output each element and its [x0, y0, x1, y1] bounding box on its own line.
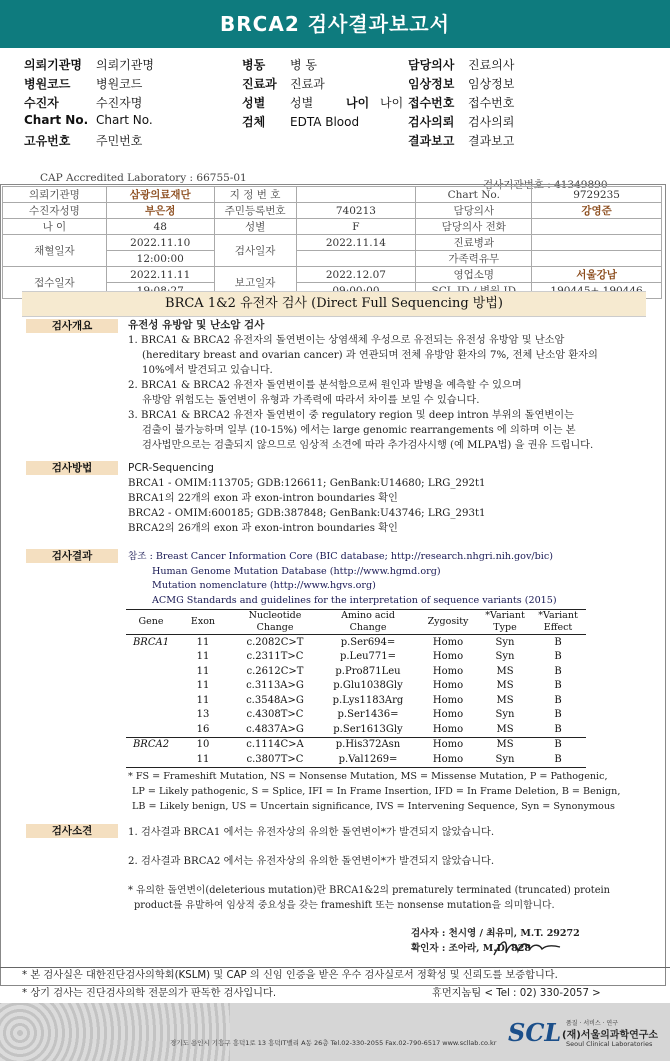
variant-row: [126, 722, 586, 737]
finding-label: 검사소견: [26, 824, 118, 838]
variant-cell: 11: [196, 665, 210, 677]
info-label: 영업소명: [416, 267, 532, 283]
variant-cell: p.Lys1183Arg: [332, 694, 404, 706]
variant-cell: MS: [496, 665, 514, 677]
header-label: 나이: [346, 96, 370, 110]
method-line: PCR-Sequencing: [128, 462, 214, 474]
variant-cell: Syn: [480, 752, 530, 767]
variant-cell: [126, 679, 176, 694]
variant-cell: B: [554, 636, 562, 648]
overview-line: 3. BRCA1 & BRCA2 유전자 돌연변이 중 regulatory region 및 deep intron 부위의 돌연변이는: [128, 410, 574, 421]
variant-row: [126, 664, 586, 679]
abbreviation-line: LB = Likely benign, US = Uncertain significance, IVS = Intervening Sequence, Syn = Synonymous: [132, 801, 615, 812]
method-line: BRCA1의 22개의 exon 과 exon-intron boundaries 확인: [128, 493, 398, 504]
info-value: 2022.11.10: [106, 235, 214, 251]
confirmer: 확인자 : 조아라, M.D. 828: [411, 943, 531, 954]
method-label: 검사방법: [26, 461, 118, 475]
variant-cell: p.Ser694=: [340, 636, 396, 648]
patient-info-table: [2, 186, 662, 299]
variant-cell: Homo: [432, 694, 464, 706]
contact-info: 휴먼지놈팀 < Tel : 02) 330-2057 >: [432, 988, 601, 999]
variant-cell: c.1114C>A: [230, 737, 320, 752]
variant-cell: Homo: [416, 737, 480, 752]
variant-column-header: Amino acid Change: [320, 610, 416, 635]
report-title: BRCA2 검사결과보고서: [0, 0, 670, 48]
header-col-2: [242, 56, 412, 132]
info-label: 의뢰기관명: [3, 187, 107, 203]
variant-row: [126, 650, 586, 665]
info-label: 검사일자: [214, 235, 296, 267]
overview-label: 검사개요: [26, 319, 118, 333]
info-label: 담당의사: [416, 203, 532, 219]
variant-row: [126, 752, 586, 767]
variant-cell: [126, 708, 176, 723]
header-label: 진료과: [242, 77, 277, 91]
variant-cell: p.Pro871Leu: [335, 665, 401, 677]
variant-cell: MS: [496, 694, 514, 706]
header-label: 검체: [242, 115, 266, 129]
info-value: 9729235: [532, 187, 662, 203]
finding-line: 1. 검사결과 BRCA1 에서는 유전자상의 유의한 돌연변이*가 발견되지 않았습니다.: [128, 827, 495, 838]
variant-cell: B: [554, 680, 562, 692]
scl-logo: SCL: [508, 1018, 562, 1047]
info-value: 서울강남: [532, 267, 662, 283]
variant-row: [126, 737, 586, 752]
info-label: 수진자성명: [3, 203, 107, 219]
info-label: 주민등록번호: [214, 203, 296, 219]
info-value: 48: [106, 219, 214, 235]
variant-row: [126, 679, 586, 694]
variant-cell: 11: [196, 636, 210, 648]
variant-cell: B: [554, 709, 562, 721]
info-value: [296, 251, 416, 267]
header-label: Chart No.: [24, 113, 89, 127]
variant-cell: 11: [176, 752, 230, 767]
variant-cell: Syn: [495, 651, 515, 663]
footer-pattern: [0, 1003, 230, 1061]
variant-cell: MS: [496, 723, 514, 735]
info-value: [532, 219, 662, 235]
info-label: 진료병과: [416, 235, 532, 251]
info-value: 740213: [296, 203, 416, 219]
info-value: [296, 187, 416, 203]
overview-line: 10%에서 발견되고 있습니다.: [142, 365, 273, 376]
variant-cell: Homo: [432, 636, 464, 648]
section-title: BRCA 1&2 유전자 검사 (Direct Full Sequencing 방법): [22, 291, 646, 317]
header-value: 나이: [380, 96, 404, 110]
variant-cell: [126, 693, 176, 708]
variant-column-header: Zygosity: [416, 610, 480, 635]
finding-line: 2. 검사결과 BRCA2 에서는 유전자상의 유의한 돌연변이*가 발견되지 않았습니다.: [128, 856, 495, 867]
variant-cell: c.4837A>G: [246, 723, 304, 735]
variant-cell: B: [530, 752, 586, 767]
header-label: 병원코드: [24, 77, 71, 91]
abbreviation-line: * FS = Frameshift Mutation, NS = Nonsense Mutation, MS = Missense Mutation, P = Pathogenic,: [128, 771, 608, 782]
signature-icon: [490, 933, 568, 961]
variant-row: [126, 708, 586, 723]
info-label: 성별: [214, 219, 296, 235]
variant-cell: Homo: [432, 651, 464, 663]
variant-cell: p.Val1269=: [320, 752, 416, 767]
info-value: [532, 235, 662, 251]
info-value: F: [296, 219, 416, 235]
variant-cell: [126, 722, 176, 737]
variant-cell: p.Glu1038Gly: [333, 680, 403, 692]
org-name: (재)서울의과학연구소: [562, 1030, 659, 1041]
info-label: 보고일자: [214, 267, 296, 299]
info-value: 2022.11.11: [106, 267, 214, 283]
institution-number: 검사기관번호 : 41349890: [483, 179, 608, 191]
variant-cell: [126, 650, 176, 665]
header-col-3: [408, 56, 608, 151]
header-value: 접수번호: [468, 96, 515, 110]
header-value: 병 동: [290, 58, 317, 72]
variant-cell: MS: [480, 737, 530, 752]
variant-cell: Homo: [432, 665, 464, 677]
variant-cell: c.2311T>C: [246, 651, 304, 663]
overview-line: 2. BRCA1 & BRCA2 유전자 돌연변이를 분석함으로써 원인과 발병을 예측할 수 있으며: [128, 380, 522, 391]
variant-cell: Homo: [432, 709, 464, 721]
header-value: 의뢰기관명: [96, 58, 154, 72]
overview-line: 검출이 불가능하며 일부 (10-15%) 에서는 large genomic rearrangements 에 의하며 이는 본: [142, 425, 576, 436]
variant-cell: BRCA2: [126, 737, 176, 752]
header-value: 진료의사: [468, 58, 515, 72]
variant-column-header: Gene: [126, 610, 176, 635]
overview-heading: 유전성 유방암 및 난소암 검사: [128, 319, 265, 331]
method-line: BRCA2의 26개의 exon 과 exon-intron boundaries 확인: [128, 523, 398, 534]
variant-cell: Homo: [432, 680, 464, 692]
interpretation-note: * 상기 검사는 진단검사의학 전문의가 판독한 검사입니다.: [22, 988, 277, 999]
info-label: 채혈일자: [3, 235, 107, 267]
abbreviation-line: LP = Likely pathogenic, S = Splice, IFI = In Frame Insertion, IFD = In Frame Deletion, B = Benign,: [132, 786, 621, 797]
header-value: 수진자명: [96, 96, 143, 110]
finding-note: * 유의한 돌연변이(deleterious mutation)란 BRCA1&2의 prematurely terminated (truncated) protein: [128, 885, 610, 896]
header-label: 성별: [242, 96, 266, 110]
header-label: 수진자: [24, 96, 59, 110]
overview-line: 유방암 위험도는 돌연변이 유형과 가족력에 따라서 차이를 보일 수 있습니다.: [142, 395, 480, 406]
variant-cell: B: [554, 651, 562, 663]
info-value: [532, 251, 662, 267]
variant-cell: 16: [196, 723, 210, 735]
header-label: 병동: [242, 58, 266, 72]
variant-column-header: *Variant Effect: [530, 610, 586, 635]
variant-row: [126, 635, 586, 650]
variant-cell: Syn: [495, 636, 515, 648]
variant-cell: Homo: [432, 723, 464, 735]
org-motto: 품질 · 서비스 · 연구: [566, 1020, 619, 1027]
reference-list: [128, 550, 658, 608]
variant-cell: BRCA1: [132, 636, 170, 648]
header-value: 검사의뢰: [468, 115, 515, 129]
header-label: 검사의뢰: [408, 115, 455, 129]
info-value: 2022.12.07: [296, 267, 416, 283]
header-value: 임상정보: [468, 77, 515, 91]
variant-cell: B: [530, 737, 586, 752]
header-label: 임상정보: [408, 77, 455, 91]
overview-line: 검사법만으로는 검출되지 않으므로 임상적 소견에 따라 추가검사시행 (예 MLPA법) 을 권유 드립니다.: [142, 440, 594, 451]
info-label: 지 정 번 호: [214, 187, 296, 203]
variant-cell: B: [554, 723, 562, 735]
info-label: 담당의사 전화: [416, 219, 532, 235]
certification-note: * 본 검사실은 대한진단검사의학회(KSLM) 및 CAP 의 신임 인증을 받은 우수 검사실로서 정확성 및 신뢰도를 보증합니다.: [22, 970, 558, 981]
variant-cell: c.3807T>C: [230, 752, 320, 767]
overview-line: 1. BRCA1 & BRCA2 유전자의 돌연변이는 상염색체 우성으로 유전되는 유전성 유방암 및 난소암: [128, 335, 565, 346]
variant-cell: c.3113A>G: [246, 680, 304, 692]
method-line: BRCA1 - OMIM:113705; GDB:126611; GenBank:U14680; LRG_292t1: [128, 478, 486, 489]
header-label: 담당의사: [408, 58, 455, 72]
finding-note: product를 유발하여 임상적 중요성을 갖는 frameshift 또는 nonsense mutation을 의미합니다.: [134, 900, 555, 911]
header-value: Chart No.: [96, 113, 153, 127]
variant-cell: c.4308T>C: [246, 709, 304, 721]
variant-cell: p.Ser1436=: [337, 709, 399, 721]
variant-table: [126, 609, 586, 768]
header-value: 진료과: [290, 77, 325, 91]
header-label: 결과보고: [408, 134, 455, 148]
variant-cell: [126, 664, 176, 679]
reference-line: Human Genome Mutation Database (http://www.hgmd.org): [152, 565, 441, 577]
variant-cell: 11: [196, 680, 210, 692]
method-line: BRCA2 - OMIM:600185; GDB:387848; GenBank:U43746; LRG_293t1: [128, 508, 486, 519]
cap-accreditation: CAP Accredited Laboratory : 66755-01: [40, 172, 247, 184]
abbreviation-notes: [128, 769, 658, 814]
info-label: 가족력유무: [416, 251, 532, 267]
variant-cell: p.Leu771=: [339, 651, 397, 663]
overview-text: [128, 318, 648, 453]
variant-cell: 10: [176, 737, 230, 752]
variant-cell: 13: [196, 709, 210, 721]
reference-line: Mutation nomenclature (http://www.hgvs.org): [152, 580, 376, 591]
variant-cell: 11: [196, 651, 210, 663]
variant-cell: p.Ser1613Gly: [333, 723, 403, 735]
variant-cell: B: [554, 694, 562, 706]
info-label: 나 이: [3, 219, 107, 235]
variant-cell: MS: [496, 680, 514, 692]
reference-line: 참조 : Breast Cancer Information Core (BIC database; http://research.nhgri.nih.gov/bic): [128, 551, 553, 562]
variant-cell: c.3548A>G: [246, 694, 304, 706]
footer-address: 경기도 용인시 기흥구 흥덕1로 13 흥덕IT밸리 A동 26층 Tel.02-330-2055 Fax.02-790-6517 www.scllab.co.kr: [170, 1039, 497, 1047]
result-label: 검사결과: [26, 549, 118, 563]
variant-column-header: Nucleotide Change: [230, 610, 320, 635]
header-label: 고유번호: [24, 134, 71, 148]
header-value: 주민번호: [96, 134, 143, 148]
header-value: 결과보고: [468, 134, 515, 148]
info-value: 부은정: [106, 203, 214, 219]
variant-column-header: Exon: [176, 610, 230, 635]
info-value: 2022.11.14: [296, 235, 416, 251]
info-label: 접수일자: [3, 267, 107, 299]
info-value: 12:00:00: [106, 251, 214, 267]
header-col-1: [24, 56, 224, 151]
info-label: Chart No.: [416, 187, 532, 203]
header-value: 병원코드: [96, 77, 143, 91]
variant-cell: c.2082C>T: [246, 636, 304, 648]
variant-row: [126, 693, 586, 708]
info-value: 강영준: [532, 203, 662, 219]
variant-cell: B: [554, 665, 562, 677]
variant-cell: c.2612C>T: [246, 665, 304, 677]
method-text: [128, 461, 648, 536]
overview-line: (hereditary breast and ovarian cancer) 과 연관되며 전체 유방암 환자의 7%, 전체 난소암 환자의: [142, 350, 598, 361]
variant-cell: 11: [196, 694, 210, 706]
variant-cell: Homo: [416, 752, 480, 767]
info-value: 삼광의료재단: [106, 187, 214, 203]
org-english-name: Seoul Clinical Laboratories: [566, 1040, 653, 1048]
variant-cell: [126, 752, 176, 767]
variant-column-header: *Variant Type: [480, 610, 530, 635]
variant-cell: Syn: [495, 709, 515, 721]
header-label: 접수번호: [408, 96, 455, 110]
variant-cell: p.His372Asn: [320, 737, 416, 752]
header-value: 성별: [290, 96, 314, 110]
header-value: EDTA Blood: [290, 115, 360, 129]
reference-line: ACMG Standards and guidelines for the interpretation of sequence variants (2015): [152, 594, 557, 606]
examiner: 검사자 : 천시영 / 최유미, M.T. 29272: [411, 928, 580, 939]
header-label: 의뢰기관명: [24, 58, 82, 72]
